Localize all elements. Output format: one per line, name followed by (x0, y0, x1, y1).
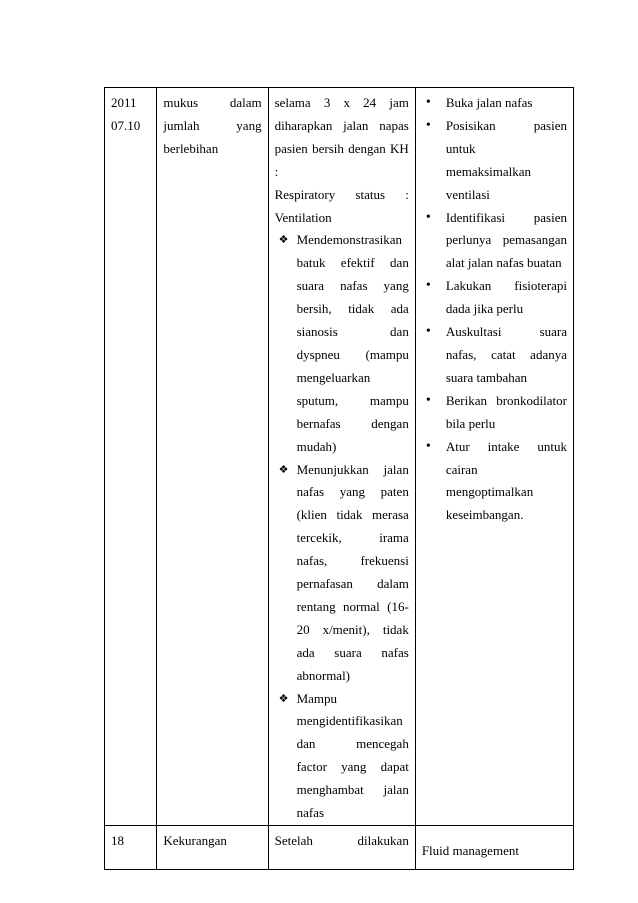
text-line: nafas yang paten (296, 484, 409, 500)
text-line: Respiratory status : (274, 186, 409, 202)
text-line: sianosis dan (296, 324, 409, 340)
text-line: selama 3 x 24 jam (274, 95, 409, 110)
text-line: 20 x/menit), tidak (296, 621, 409, 637)
text-line: abnormal) (296, 667, 351, 683)
text-line: tercekik, irama (296, 530, 409, 546)
text-line: Setelah dilakukan (274, 833, 409, 848)
outcome-item: ❖ Mendemonstrasikan (275, 229, 409, 252)
table-row (105, 88, 574, 826)
text-line: sputum, mampu (296, 392, 409, 408)
intervention-list (422, 92, 567, 527)
goal-cell (268, 826, 415, 870)
date-line: 2011 (111, 95, 137, 110)
text-line: rentang normal (16- (296, 598, 409, 614)
goal-cell (268, 88, 415, 826)
text-line: pasien bersih dengan KH (274, 140, 409, 156)
text-line: menghambat jalan (296, 782, 409, 798)
time-line: 07.10 (111, 117, 141, 133)
text-line: factor yang dapat (296, 759, 409, 775)
diagnosis-cell (157, 88, 268, 826)
nursing-care-table (104, 87, 574, 870)
number-cell: 18 (105, 826, 157, 870)
text-line: dan mencegah (296, 736, 409, 752)
text-line: (klien tidak merasa (296, 507, 409, 523)
text-line: : (274, 163, 279, 179)
text-line: Ventilation (274, 209, 332, 225)
list-item: • Lakukan fisioterapi dada jika perlu (422, 275, 567, 321)
text-line: mengidentifikasikan (296, 713, 403, 729)
date-cell (105, 88, 157, 826)
list-item: • Posisikan pasien untuk memaksimalkan ventilasi (422, 115, 567, 207)
list-item: • Atur intake untuk cairan mengoptimalkan keseimbangan. (422, 436, 567, 528)
text-line: ada suara nafas (296, 644, 409, 660)
text-line: batuk efektif dan (296, 255, 409, 271)
text-line: mukus dalam (163, 95, 262, 110)
text-line: mudah) (296, 438, 337, 454)
text-line: suara nafas yang (296, 278, 409, 294)
intervention-cell (415, 88, 573, 826)
text-line: jumlah yang (163, 117, 262, 133)
intervention-cell: Fluid management (415, 826, 573, 870)
text-line: nafas, frekuensi (296, 553, 409, 569)
text-line: bernafas dengan (296, 415, 409, 431)
text-line: diharapkan jalan napas (274, 117, 409, 133)
text-line: nafas (296, 805, 325, 821)
text-line: mengeluarkan (296, 369, 371, 385)
text-line: dyspneu (mampu (296, 346, 409, 362)
table-row (105, 826, 574, 870)
text-line: bersih, tidak ada (296, 301, 409, 317)
list-item: • Berikan bronkodilator bila perlu (422, 390, 567, 436)
outcome-item: ❖ Mampu (275, 688, 409, 711)
text-line: berlebihan (163, 140, 219, 156)
list-item: • Auskultasi suara nafas, catat adanya suara tambahan (422, 321, 567, 390)
diagnosis-cell: Kekurangan (157, 826, 268, 870)
text-line: pernafasan dalam (296, 576, 409, 592)
list-item: • Identifikasi pasien perlunya pemasangan alat jalan nafas buatan (422, 207, 567, 276)
list-item: • Buka jalan nafas (422, 92, 567, 115)
outcome-item: ❖ Menunjukkan jalan (275, 459, 409, 482)
